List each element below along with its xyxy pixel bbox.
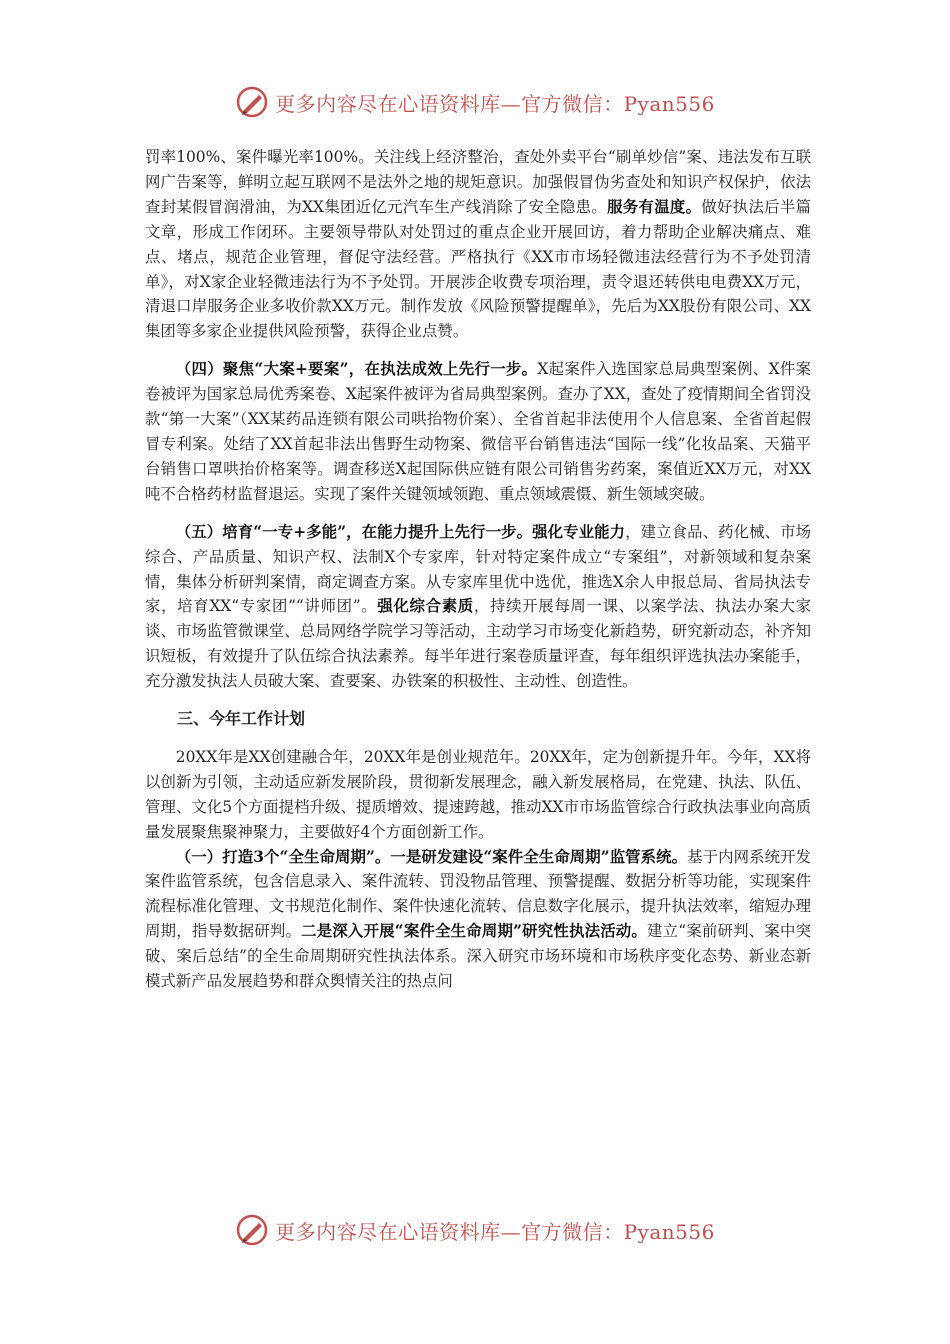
- pen-logo-icon: [235, 85, 269, 119]
- banner-text: 更多内容尽在心语资料库—官方微信：Pyan556: [275, 91, 715, 116]
- paragraph-capability: （五）培育“一专+多能”，在能力提升上先行一步。强化专业能力，建立食品、药化械、市场综合、产品质量、知识产权、法制X个专家库，针对特定案件成立“专案组”，对新领域和复杂案情，集体分析研判案情，商定调查方案。从专家库里优中选优，推选X余人申报总局、省局执法专家，培育XX“专家团”“讲师团”。强化综合素质，持续开展每周一课、以案学法、执法办案大家谈、市场监管微课堂、总局网络学院学习等活动，主动学习市场变化新趋势，研究新动态，补齐知识短板，有效提升了队伍综合执法素养。每半年进行案卷质量评查，每年组织评选执法办案能手，充分激发执法人员破大案、查要案、办铁案的积极性、主动性、创造性。: [145, 522, 811, 691]
- header-banner: [0, 82, 950, 122]
- paragraph-service: 罚率100%、案件曝光率100%。关注线上经济整治，查处外卖平台“刷单炒信”案、违法发布互联网广告案等，鲜明立起互联网不是法外之地的规矩意识。加强假冒伪劣查处和知识产权保护，依法查封某假冒润滑油，为XX集团近亿元汽车生产线消除了安全隐患。服务有温度。做好执法后半篇文章，形成工作闭环。主要领导带队对处罚过的重点企业开展回访，着力帮助企业解决痛点、难点、堵点，规范企业管理，督促守法经营。严格执行《XX市市场轻微违法经营行为不予处罚清单》，对X家企业轻微违法行为不予处罚。开展涉企收费专项治理，责令退还转供电电费XX万元，清退口岸服务企业多收价款XX万元。制作发放《风险预警提醒单》，先后为XX股份有限公司、XX集团等多家企业提供风险预警，获得企业点赞。: [145, 148, 811, 341]
- paragraph-major-cases: （四）聚焦“大案+要案”，在执法成效上先行一步。X起案件入选国家总局典型案例、X件案卷被评为国家总局优秀案卷、X起案件被评为省局典型案例。查办了XX，查处了疫情期间全省罚没款“第一大案”（XX某药品连锁有限公司哄抬物价案）、全省首起非法使用个人信息案、全省首起假冒专利案。处结了XX首起非法出售野生动物案、微信平台销售违法“国际一线”化妆品案、天猫平台销售口罩哄抬价格案等。调查移送X起国际供应链有限公司销售劣药案，案值近XX万元，对XX吨不合格药材监督退运。实现了案件关键领域领跑、重点领域震慑、新生领域突破。: [145, 360, 811, 503]
- footer-banner: [0, 1210, 950, 1250]
- section-heading: 三、今年工作计划: [177, 709, 306, 729]
- banner-text: 更多内容尽在心语资料库—官方微信：Pyan556: [275, 1219, 715, 1244]
- paragraph-plan-intro: 20XX年是XX创建融合年，20XX年是创业规范年。20XX年，定为创新提升年。今年，XX将以创新为引领，主动适应新发展阶段，贯彻新发展理念，融入新发展格局，在党建、执法、队伍、管理、文化5个方面提档升级、提质增效、提速跨越，推动XX市市场监管综合行政执法事业向高质量发展聚焦聚神聚力，主要做好4个方面创新工作。: [145, 747, 811, 841]
- paragraph-lifecycle: （一）打造3个“全生命周期”。一是研发建设“案件全生命周期”监管系统。基于内网系统开发案件监管系统，包含信息录入、案件流转、罚没物品管理、预警提醒、数据分析等功能，实现案件流程标准化管理、文书规范化制作、案件快速化流转、信息数字化展示，提升执法效率，缩短办理周期，指导数据研判。二是深入开展“案件全生命周期”研究性执法活动。建立“案前研判、案中突破、案后总结”的全生命周期研究性执法体系。深入研究市场环境和市场秩序变化态势、新业态新模式新产品发展趋势和群众舆情关注的热点问: [145, 847, 811, 991]
- pen-logo-icon: [235, 1213, 269, 1247]
- document-body: [145, 145, 811, 994]
